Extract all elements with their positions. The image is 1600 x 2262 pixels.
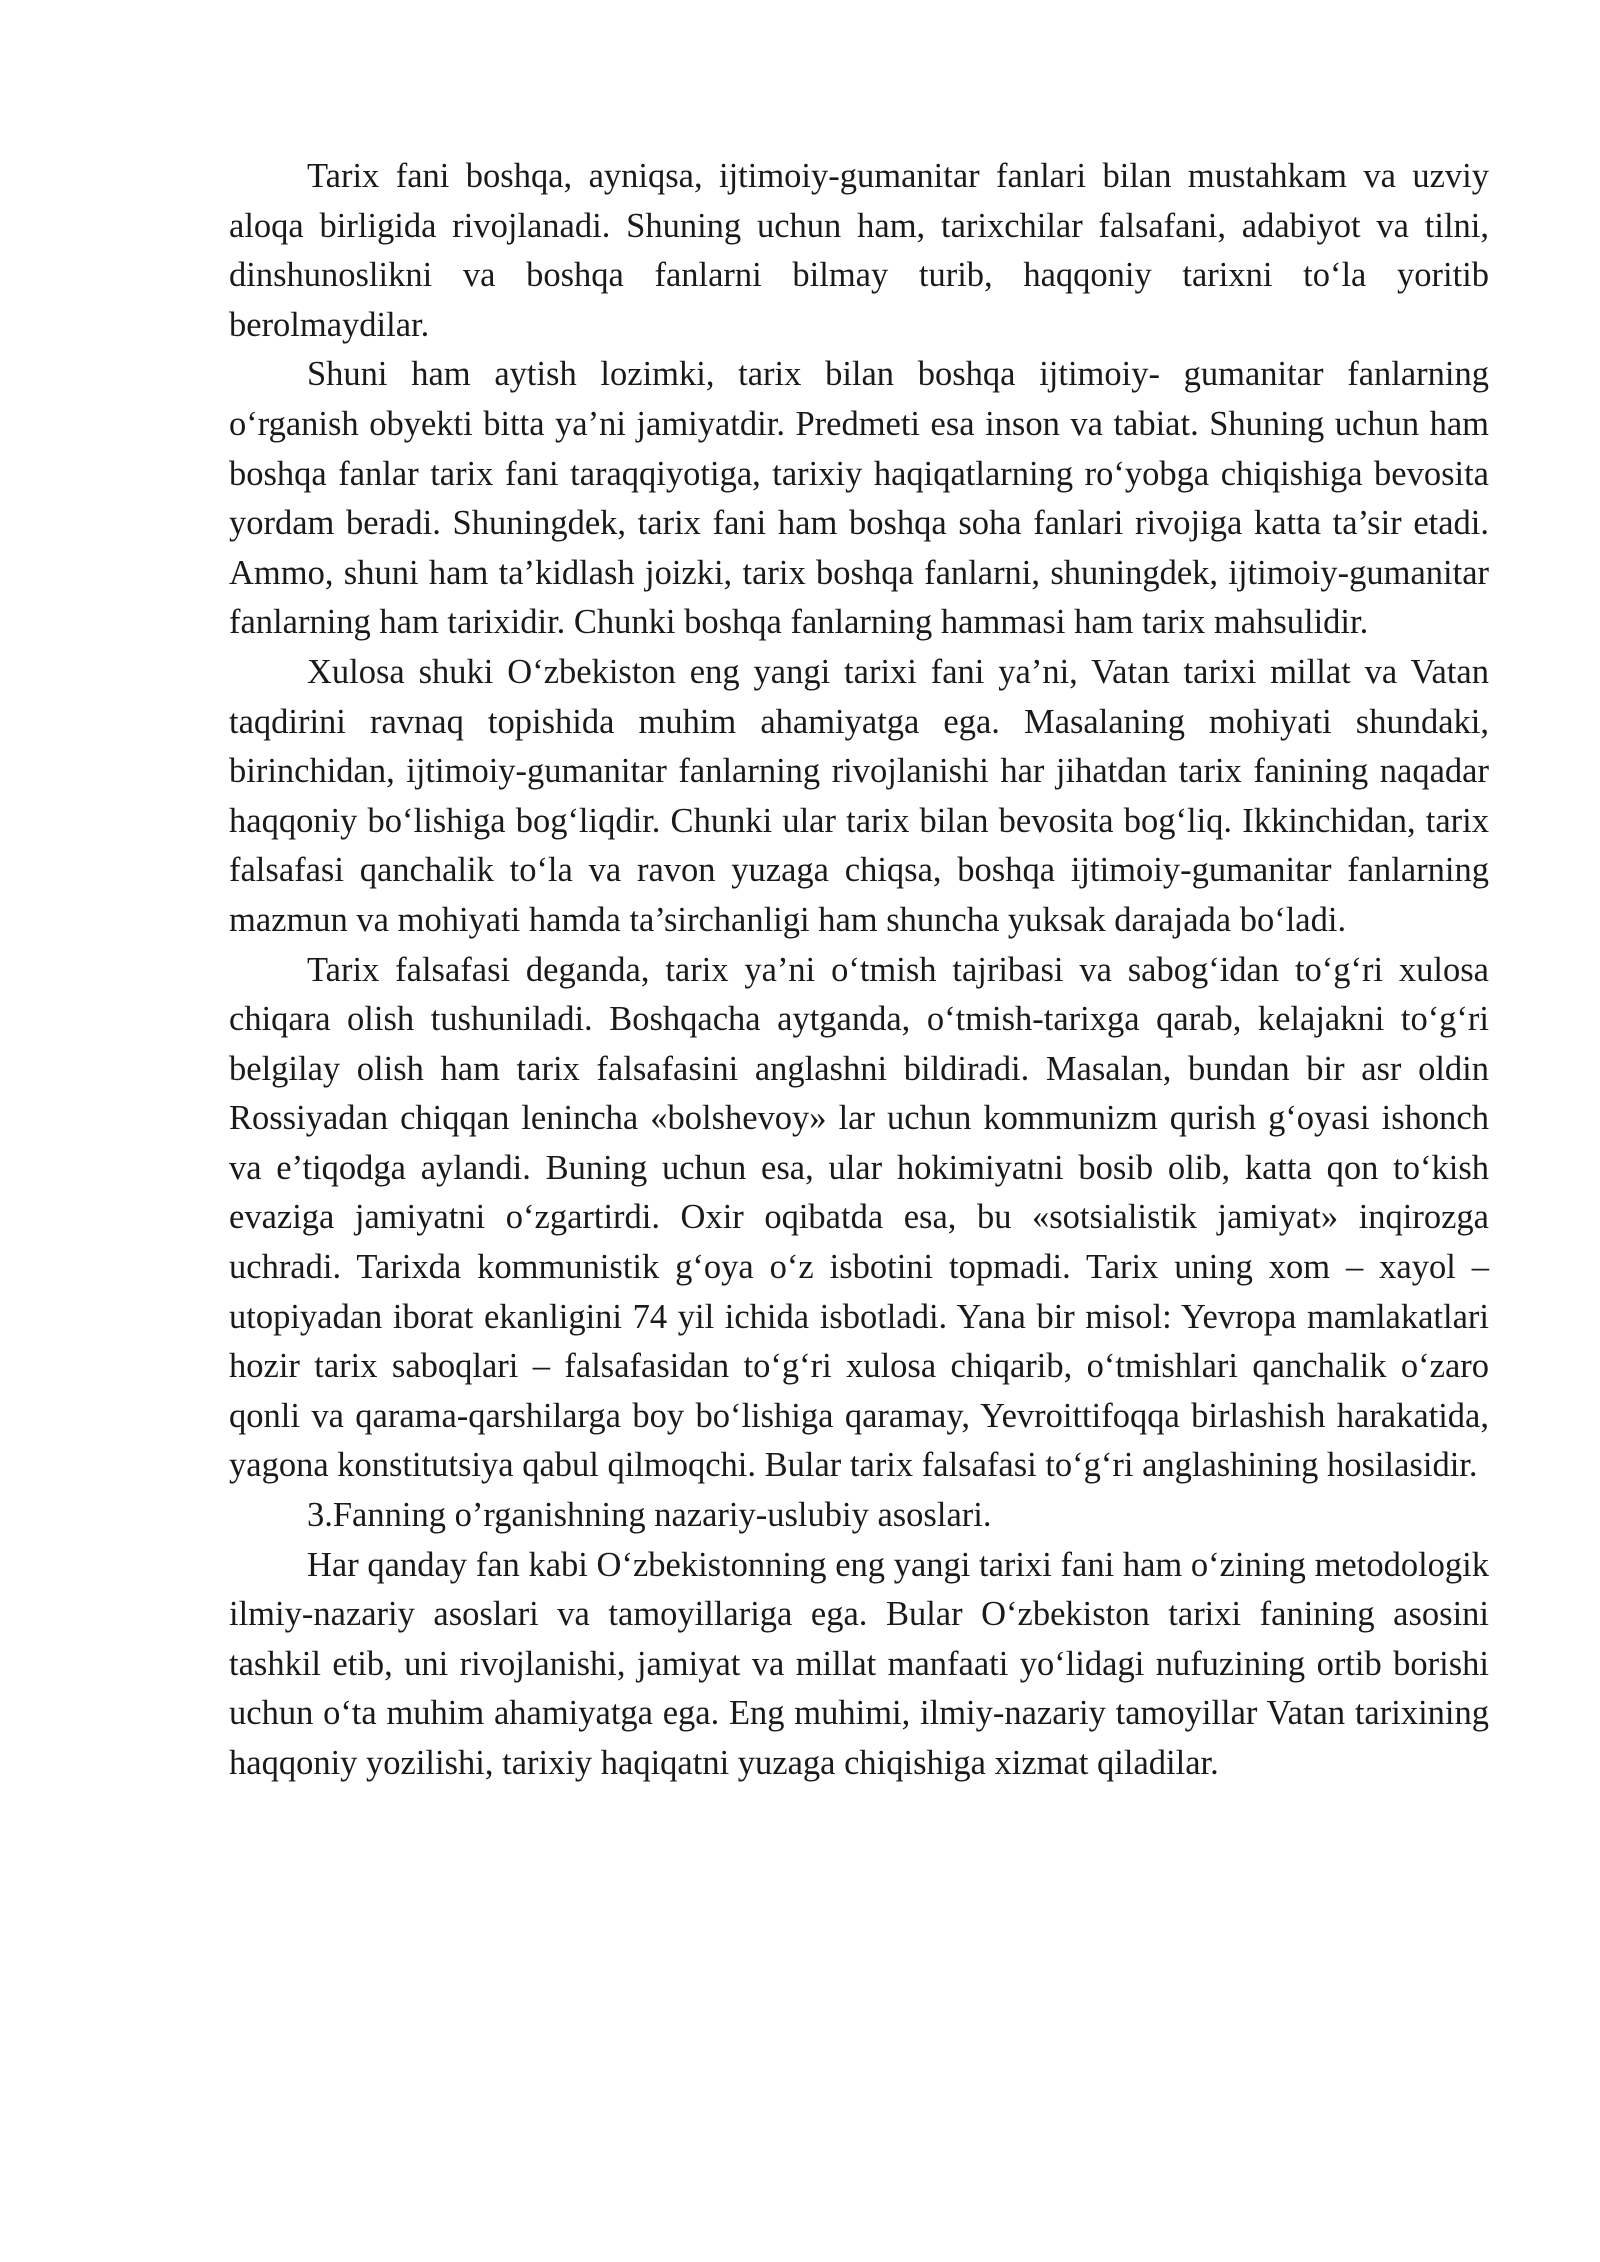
paragraph: Xulosa shuki O‘zbekiston eng yangi tarixi fani ya’ni, Vatan tarixi millat va Vatan taqdirini ravnaq topishida muhim ahamiyatga ega. Masalaning mohiyati shundaki, birinchidan, ijtimoiy-gumanitar fanlarning rivojlanishi har jihatdan tarix fanining naqadar haqqoniy bo‘lishiga bog‘liqdir. Chunki ular tarix bilan bevosita bog‘liq. Ikkinchidan, tarix falsafasi qanchalik to‘la va ravon yuzaga chiqsa, boshqa ijtimoiy-gumanitar fanlarning mazmun va mohiyati hamda ta’sirchanligi ham shuncha yuksak darajada bo‘ladi. (229, 652, 1489, 939)
paragraph: Har qanday fan kabi O‘zbekistonning eng yangi tarixi fani ham o‘zining metodologik ilmiy-nazariy asoslari va tamoyillariga ega. Bular O‘zbekiston tarixi fanining asosini tashkil etib, uni rivojlanishi, jamiyat va millat manfaati yo‘lidagi nufuzining ortib borishi uchun o‘ta muhim ahamiyatga ega. Eng muhimi, ilmiy-nazariy tamoyillar Vatan tarixining haqqoniy yozilishi, tarixiy haqiqatni yuzaga chiqishiga xizmat qiladilar. (229, 1545, 1489, 1782)
paragraph: Tarix falsafasi deganda, tarix ya’ni o‘tmish tajribasi va sabog‘idan to‘g‘ri xulosa chiqara olish tushuniladi. Boshqacha aytganda, o‘tmish-tarixga qarab, kelajakni to‘g‘ri belgilay olish ham tarix falsafasini anglashni bildiradi. Masalan, bundan bir asr oldin Rossiyadan chiqqan lenincha «bolshevoy» lar uchun kommunizm qurish g‘oyasi ishonch va e’tiqodga aylandi. Buning uchun esa, ular hokimiyatni bosib olib, katta qon to‘kish evaziga jamiyatni o‘zgartirdi. Oxir oqibatda esa, bu «sotsialistik jamiyat» inqirozga uchradi. Tarixda kommunistik g‘oya o‘z isbotini topmadi. Tarix uning xom – xayol – utopiyadan iborat ekanligini 74 yil ichida isbotladi. Yana bir misol: Yevropa mamlakatlari hozir tarix saboqlari – falsafasidan to‘g‘ri xulosa chiqarib, o‘tmishlari qanchalik o‘zaro qonli va qarama-qarshilarga boy bo‘lishiga qaramay, Yevroittifoqqa birlashish harakatida, yagona konstitutsiya qabul qilmoqchi. Bular tarix falsafasi to‘g‘ri anglashining hosilasidir. (229, 950, 1489, 1485)
document-page (229, 152, 1489, 1789)
paragraph: Tarix fani boshqa, ayniqsa, ijtimoiy-gumanitar fanlari bilan mustahkam va uzviy aloqa birligida rivojlanadi. Shuning uchun ham, tarixchilar falsafani, adabiyot va tilni, dinshunoslikni va boshqa fanlarni bilmay turib, haqqoniy tarixni to‘la yoritib berolmaydilar. (229, 157, 1489, 344)
section-heading: 3.Fanning o’rganishning nazariy-uslubiy asoslari. (307, 1496, 992, 1535)
paragraph: Shuni ham aytish lozimki, tarix bilan boshqa ijtimoiy- gumanitar fanlarning o‘rganish obyekti bitta ya’ni jamiyatdir. Predmeti esa inson va tabiat. Shuning uchun ham boshqa fanlar tarix fani taraqqiyotiga, tarixiy haqiqatlarning ro‘yobga chiqishiga bevosita yordam beradi. Shuningdek, tarix fani ham boshqa soha fanlari rivojiga katta ta’sir etadi. Ammo, shuni ham ta’kidlash joizki, tarix boshqa fanlarni, shuningdek, ijtimoiy-gumanitar fanlarning ham tarixidir. Chunki boshqa fanlarning hammasi ham tarix mahsulidir. (229, 355, 1489, 642)
